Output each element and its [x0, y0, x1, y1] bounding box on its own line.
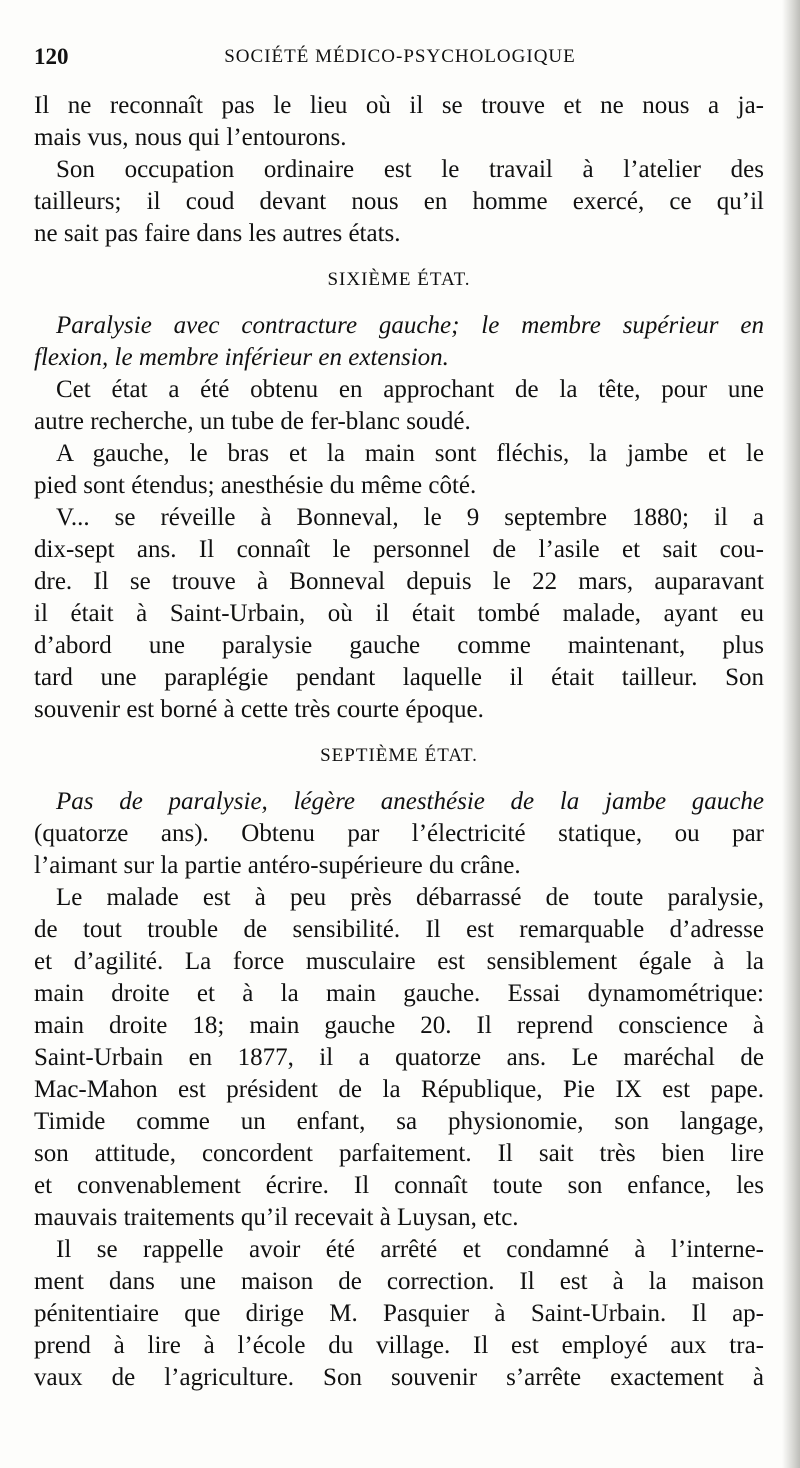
text-line: tailleurs; il coud devant nous en homme exercé, ce qu’il — [34, 188, 764, 215]
text-line: (quatorze ans). Obtenu par l’électricité statique, ou par — [34, 820, 764, 847]
text-line: A gauche, le bras et la main sont fléchis, la jambe et le — [56, 440, 764, 467]
text-line: main droite 18; main gauche 20. Il reprend conscience à — [34, 1012, 764, 1039]
text-line: Mac-Mahon est président de la République, Pie IX est pape. — [34, 1076, 764, 1103]
page-body — [34, 90, 764, 1394]
running-head: SOCIÉTÉ MÉDICO-PSYCHOLOGIQUE — [224, 46, 576, 67]
text-line: Le malade est à peu près débarrassé de toute paralysie, — [56, 884, 764, 911]
text-line: Timide comme un enfant, sa physionomie, son langage, — [34, 1108, 764, 1135]
text-line: tard une paraplégie pendant laquelle il était tailleur. Son — [34, 664, 764, 691]
summary-line: Pas de paralysie, légère anesthésie de la jambe gauche — [56, 788, 764, 815]
section-title-septieme-etat: SEPTIÈME ÉTAT. — [320, 745, 478, 766]
page-number: 120 — [34, 44, 69, 69]
text-line: dix-sept ans. Il connaît le personnel de l’asile et sait cou- — [34, 536, 764, 563]
text-line: pied sont étendus; anesthésie du même côté. — [34, 472, 477, 499]
text-line: Son occupation ordinaire est le travail à l’atelier des — [56, 156, 764, 183]
text-line: et convenablement écrire. Il connaît toute son enfance, les — [34, 1172, 764, 1199]
text-line: Cet état a été obtenu en approchant de la tête, pour une — [56, 376, 764, 403]
page-header — [34, 44, 766, 74]
text-line: vaux de l’agriculture. Son souvenir s’arrête exactement à — [34, 1364, 764, 1391]
text-line: mais vus, nous qui l’entourons. — [34, 124, 347, 151]
text-line: de tout trouble de sensibilité. Il est remarquable d’adresse — [34, 916, 764, 943]
text-line: il était à Saint-Urbain, où il était tombé malade, ayant eu — [34, 600, 764, 627]
text-line: ne sait pas faire dans les autres états. — [34, 220, 401, 247]
summary-line: flexion, le membre inférieur en extension. — [34, 344, 449, 371]
page-gutter-shadow — [782, 0, 800, 1468]
text-line: dre. Il se trouve à Bonneval depuis le 22 mars, auparavant — [34, 568, 764, 595]
text-line: ment dans une maison de correction. Il est à la maison — [34, 1268, 764, 1295]
text-line: autre recherche, un tube de fer-blanc soudé. — [34, 408, 471, 435]
text-line: souvenir est borné à cette très courte époque. — [34, 696, 484, 723]
text-line: Il ne reconnaît pas le lieu où il se trouve et ne nous a ja- — [34, 92, 764, 119]
text-line: Il se rappelle avoir été arrêté et condamné à l’interne- — [56, 1236, 764, 1263]
text-line: V... se réveille à Bonneval, le 9 septembre 1880; il a — [56, 504, 764, 531]
text-line: son attitude, concordent parfaitement. Il sait très bien lire — [34, 1140, 764, 1167]
text-line: l’aimant sur la partie antéro-supérieure du crâne. — [34, 852, 521, 879]
text-line: pénitentiaire que dirige M. Pasquier à Saint-Urbain. Il ap- — [34, 1300, 764, 1327]
text-line: main droite et à la main gauche. Essai dynamométrique: — [34, 980, 764, 1007]
section-title-sixieme-etat: SIXIÈME ÉTAT. — [327, 269, 471, 290]
text-line: Saint-Urbain en 1877, il a quatorze ans. Le maréchal de — [34, 1044, 764, 1071]
text-line: prend à lire à l’école du village. Il est employé aux tra- — [34, 1332, 764, 1359]
text-line: d’abord une paralysie gauche comme maintenant, plus — [34, 632, 764, 659]
text-line: et d’agilité. La force musculaire est sensiblement égale à la — [34, 948, 764, 975]
text-line: mauvais traitements qu’il recevait à Luysan, etc. — [34, 1204, 519, 1231]
summary-line: Paralysie avec contracture gauche; le membre supérieur en — [56, 312, 764, 339]
